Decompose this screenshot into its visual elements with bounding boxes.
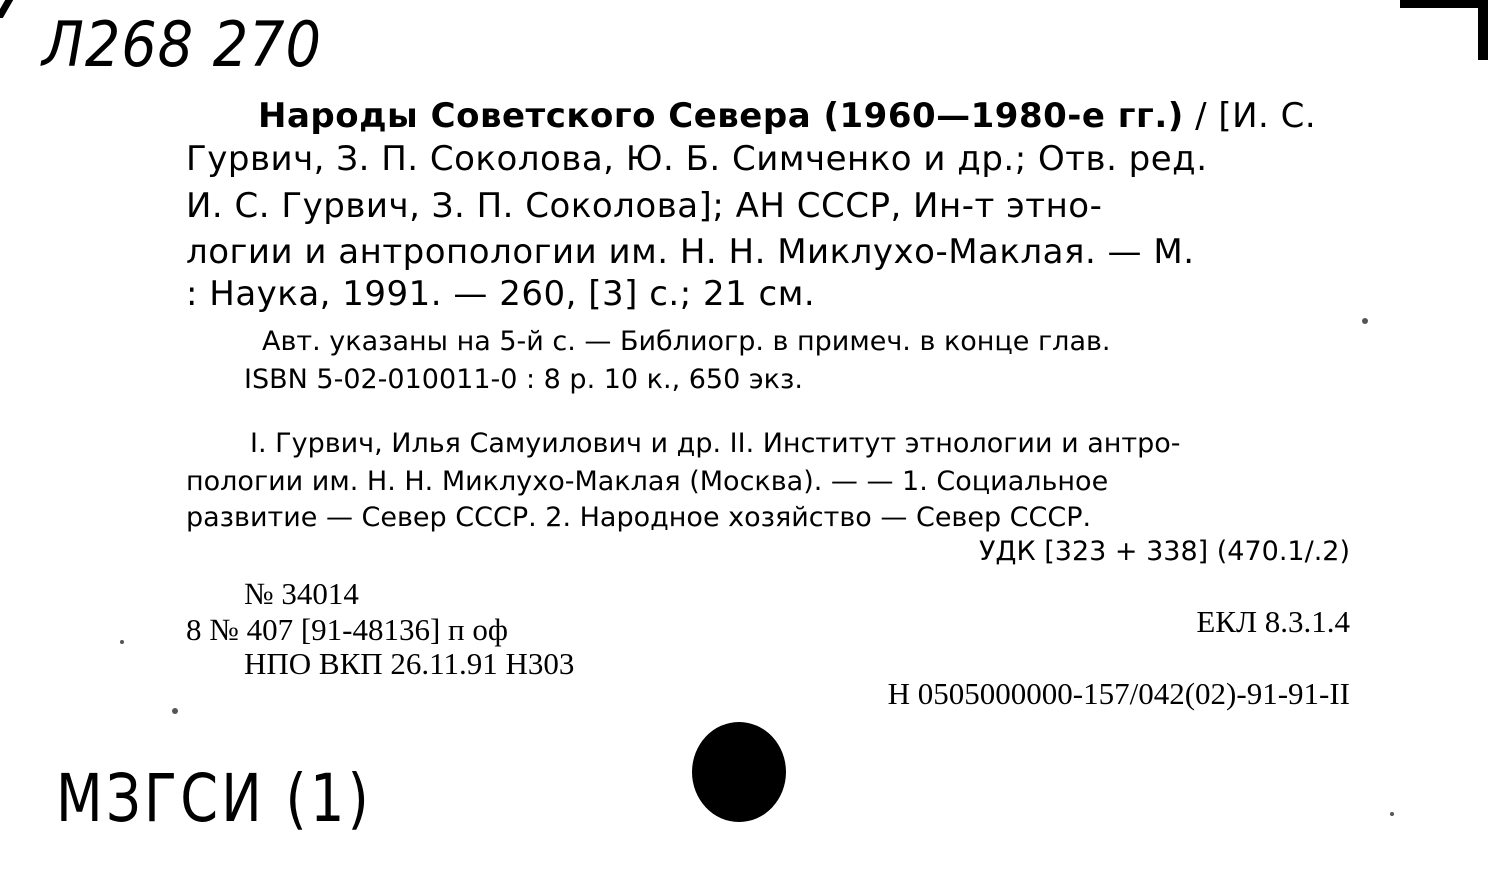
record-authors-start: / [И. С. bbox=[1183, 96, 1317, 136]
order-number: 8 № 407 [91-48136] п оф bbox=[186, 612, 508, 647]
ekl-index: ЕКЛ 8.3.1.4 bbox=[1196, 604, 1350, 639]
udk-index: УДК [323 + 338] (470.1/.2) bbox=[978, 536, 1350, 567]
speck bbox=[172, 708, 178, 714]
record-line-4: логии и антропологии им. Н. Н. Миклухо-Маклая. — М. bbox=[186, 232, 1195, 272]
record-line-2: Гурвич, З. П. Соколова, Ю. Б. Симченко и др.; Отв. ред. bbox=[186, 139, 1208, 179]
npo-line: НПО ВКП 26.11.91 Н303 bbox=[244, 646, 575, 681]
record-note: Авт. указаны на 5-й с. — Библиогр. в примеч. в конце глав. bbox=[262, 326, 1111, 357]
record-line-3: И. С. Гурвич, З. П. Соколова]; АН СССР, Ин-т этно- bbox=[186, 186, 1103, 226]
record-line-1 bbox=[258, 96, 1316, 136]
corner-mark bbox=[0, 0, 13, 18]
publisher-code: Н 0505000000-157/042(02)-91-91-II bbox=[887, 676, 1350, 711]
edge-mark-right bbox=[1478, 0, 1488, 60]
edge-mark bbox=[1400, 0, 1488, 8]
handwritten-stamp: МЗГСИ (1) bbox=[56, 760, 373, 837]
handwritten-call-number: Л268 270 bbox=[42, 8, 322, 81]
speck bbox=[120, 640, 124, 644]
speck bbox=[1390, 812, 1394, 816]
record-isbn: ISBN 5-02-010011-0 : 8 р. 10 к., 650 экз. bbox=[244, 364, 803, 395]
tracing-line-3: развитие — Север СССР. 2. Народное хозяйство — Север СССР. bbox=[186, 502, 1092, 533]
card-number: № 34014 bbox=[244, 576, 359, 611]
punch-hole-icon bbox=[692, 722, 786, 822]
tracing-line-1: I. Гурвич, Илья Самуилович и др. II. Институт этнологии и антро- bbox=[250, 428, 1181, 459]
tracing-line-2: пологии им. Н. Н. Миклухо-Маклая (Москва). — — 1. Социальное bbox=[186, 466, 1109, 497]
speck bbox=[1362, 318, 1368, 324]
record-title: Народы Советского Севера (1960—1980-е гг.) bbox=[258, 96, 1184, 136]
record-line-5: : Наука, 1991. — 260, [3] с.; 21 см. bbox=[186, 274, 816, 314]
